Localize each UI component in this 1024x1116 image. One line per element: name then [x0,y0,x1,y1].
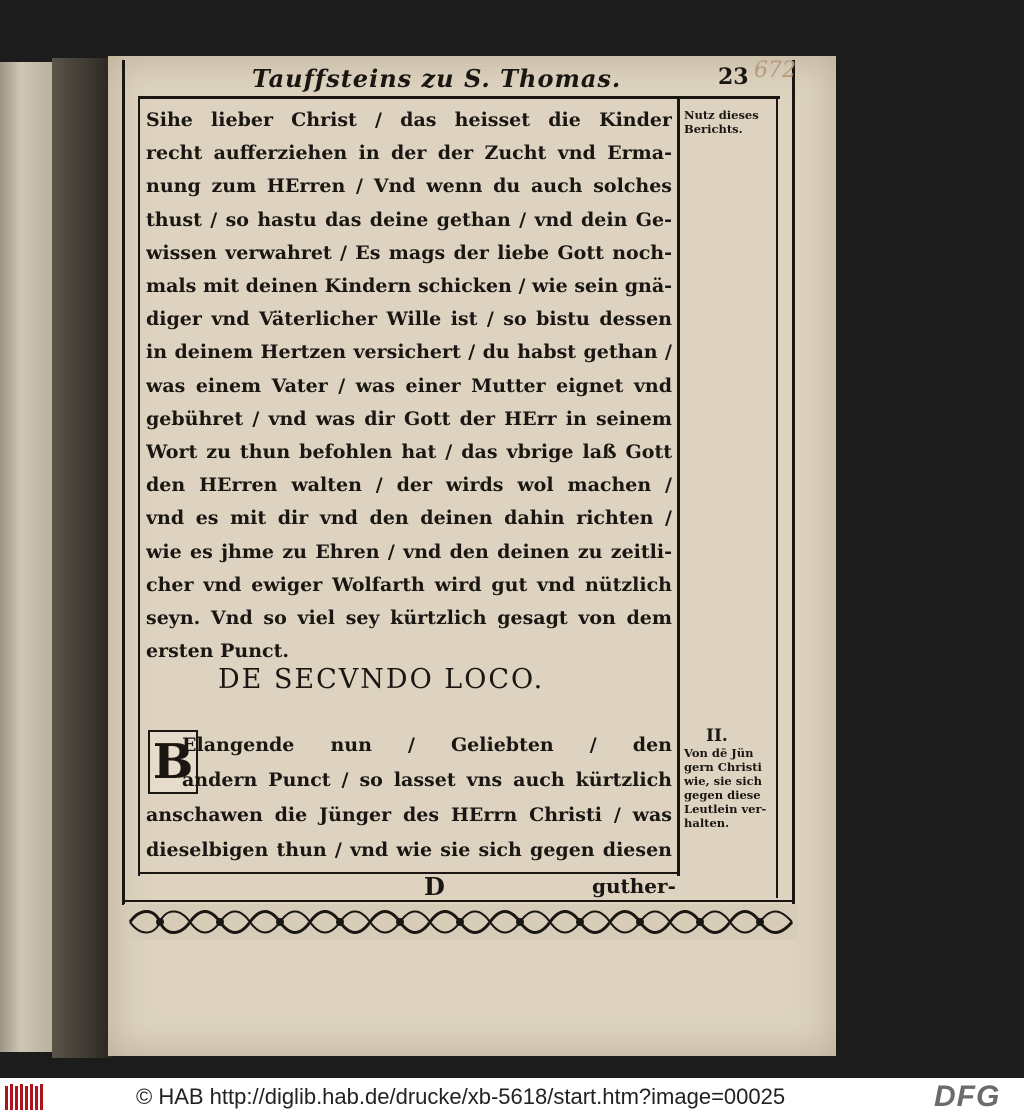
frame-text-right [677,98,680,876]
text-line: Wort zu thun befohlen hat / das vbrige laß Gott [146,441,672,464]
gathering-signature: D [424,872,445,901]
frame-left-inner [138,96,140,876]
main-paragraph [146,104,672,668]
adjacent-page-edge [0,62,52,1052]
footer-frame-rule [122,900,795,902]
page-header [140,58,796,94]
library-logo-icon [4,1082,46,1112]
page-number: 23 [718,64,749,90]
text-line: gebühret / vnd was dir Gott der HErr in seinem [146,407,672,430]
margin-note-line: Berichts. [684,122,743,136]
text-line: was einem Vater / was einer Mutter eignet vnd [146,374,672,397]
section-heading: DE SECVNDO LOCO. [218,664,545,695]
copyright-url[interactable]: © HAB http://diglib.hab.de/drucke/xb-5618/start.htm?image=00025 [136,1084,786,1109]
handwritten-folio-note: 672 [754,58,796,83]
margin-note-line: Leutlein ver- [684,802,767,816]
text-line: Sihe lieber Christ / das heisset die Kinder [146,109,672,131]
text-line: den HErren walten / der wirds wol machen / [146,474,672,497]
text-line: andern Punct / so lasset vns auch kürtzlich [182,769,672,791]
text-line: recht aufferziehen in der der Zucht vnd Erma- [146,142,672,165]
margin-note-line: wie, sie sich [684,774,762,788]
catchword: guther- [592,874,676,898]
text-line: ersten Punct. [146,640,289,663]
header-rule [140,96,780,99]
text-line: vnd es mit dir vnd den deinen dahin richten / [146,507,672,530]
text-line: thust / so hastu das deine gethan / vnd dein Ge- [146,208,672,231]
margin-note-line: halten. [684,816,730,830]
ornamental-border [124,904,798,940]
text-line: dieselbigen thun / vnd wie sie sich gegen diesen [146,839,672,861]
frame-margin-right [776,98,778,898]
margin-note-line: Von dē Jün [684,746,754,760]
text-line: Elangende nun / Geliebten / den [182,734,672,756]
margin-note-line: gern Christi [684,760,762,774]
book-spine-shadow [52,58,112,1058]
text-line: diger vnd Väterlicher Wille ist / so bistu dessen [146,308,672,331]
margin-note-line: gegen diese [684,788,761,802]
margin-note-numeral: II. [706,726,728,746]
text-line: mals mit deinen Kindern schicken / wie sein gnä- [146,275,672,298]
text-line: nung zum HErren / Vnd wenn du auch solches [146,175,672,198]
frame-right-outer [792,60,795,905]
margin-note-line: Nutz dieses [684,108,759,122]
text-line: cher vnd ewiger Wolfarth wird gut vnd nützlich [146,573,672,596]
margin-note-disciples [684,726,766,830]
text-line: anschawen die Jünger des HErrn Christi / was [146,804,672,826]
text-line: in deinem Hertzen versichert / du habst gethan / [146,341,672,364]
margin-note-usage [684,108,759,136]
second-paragraph [146,728,672,868]
running-head: Tauffsteins zu S. Thomas. [252,64,622,93]
text-line: wie es jhme zu Ehren / vnd den deinen zu zeitli- [146,540,672,563]
frame-left-outer [122,60,125,905]
text-line: wissen verwahret / Es mags der liebe Gott noch- [146,241,672,264]
viewer-footer [0,1078,1024,1116]
dfg-logo: DFG [934,1080,1001,1113]
decorated-initial: B [148,730,198,794]
text-line: seyn. Vnd so viel sey kürtzlich gesagt von dem [146,607,672,630]
